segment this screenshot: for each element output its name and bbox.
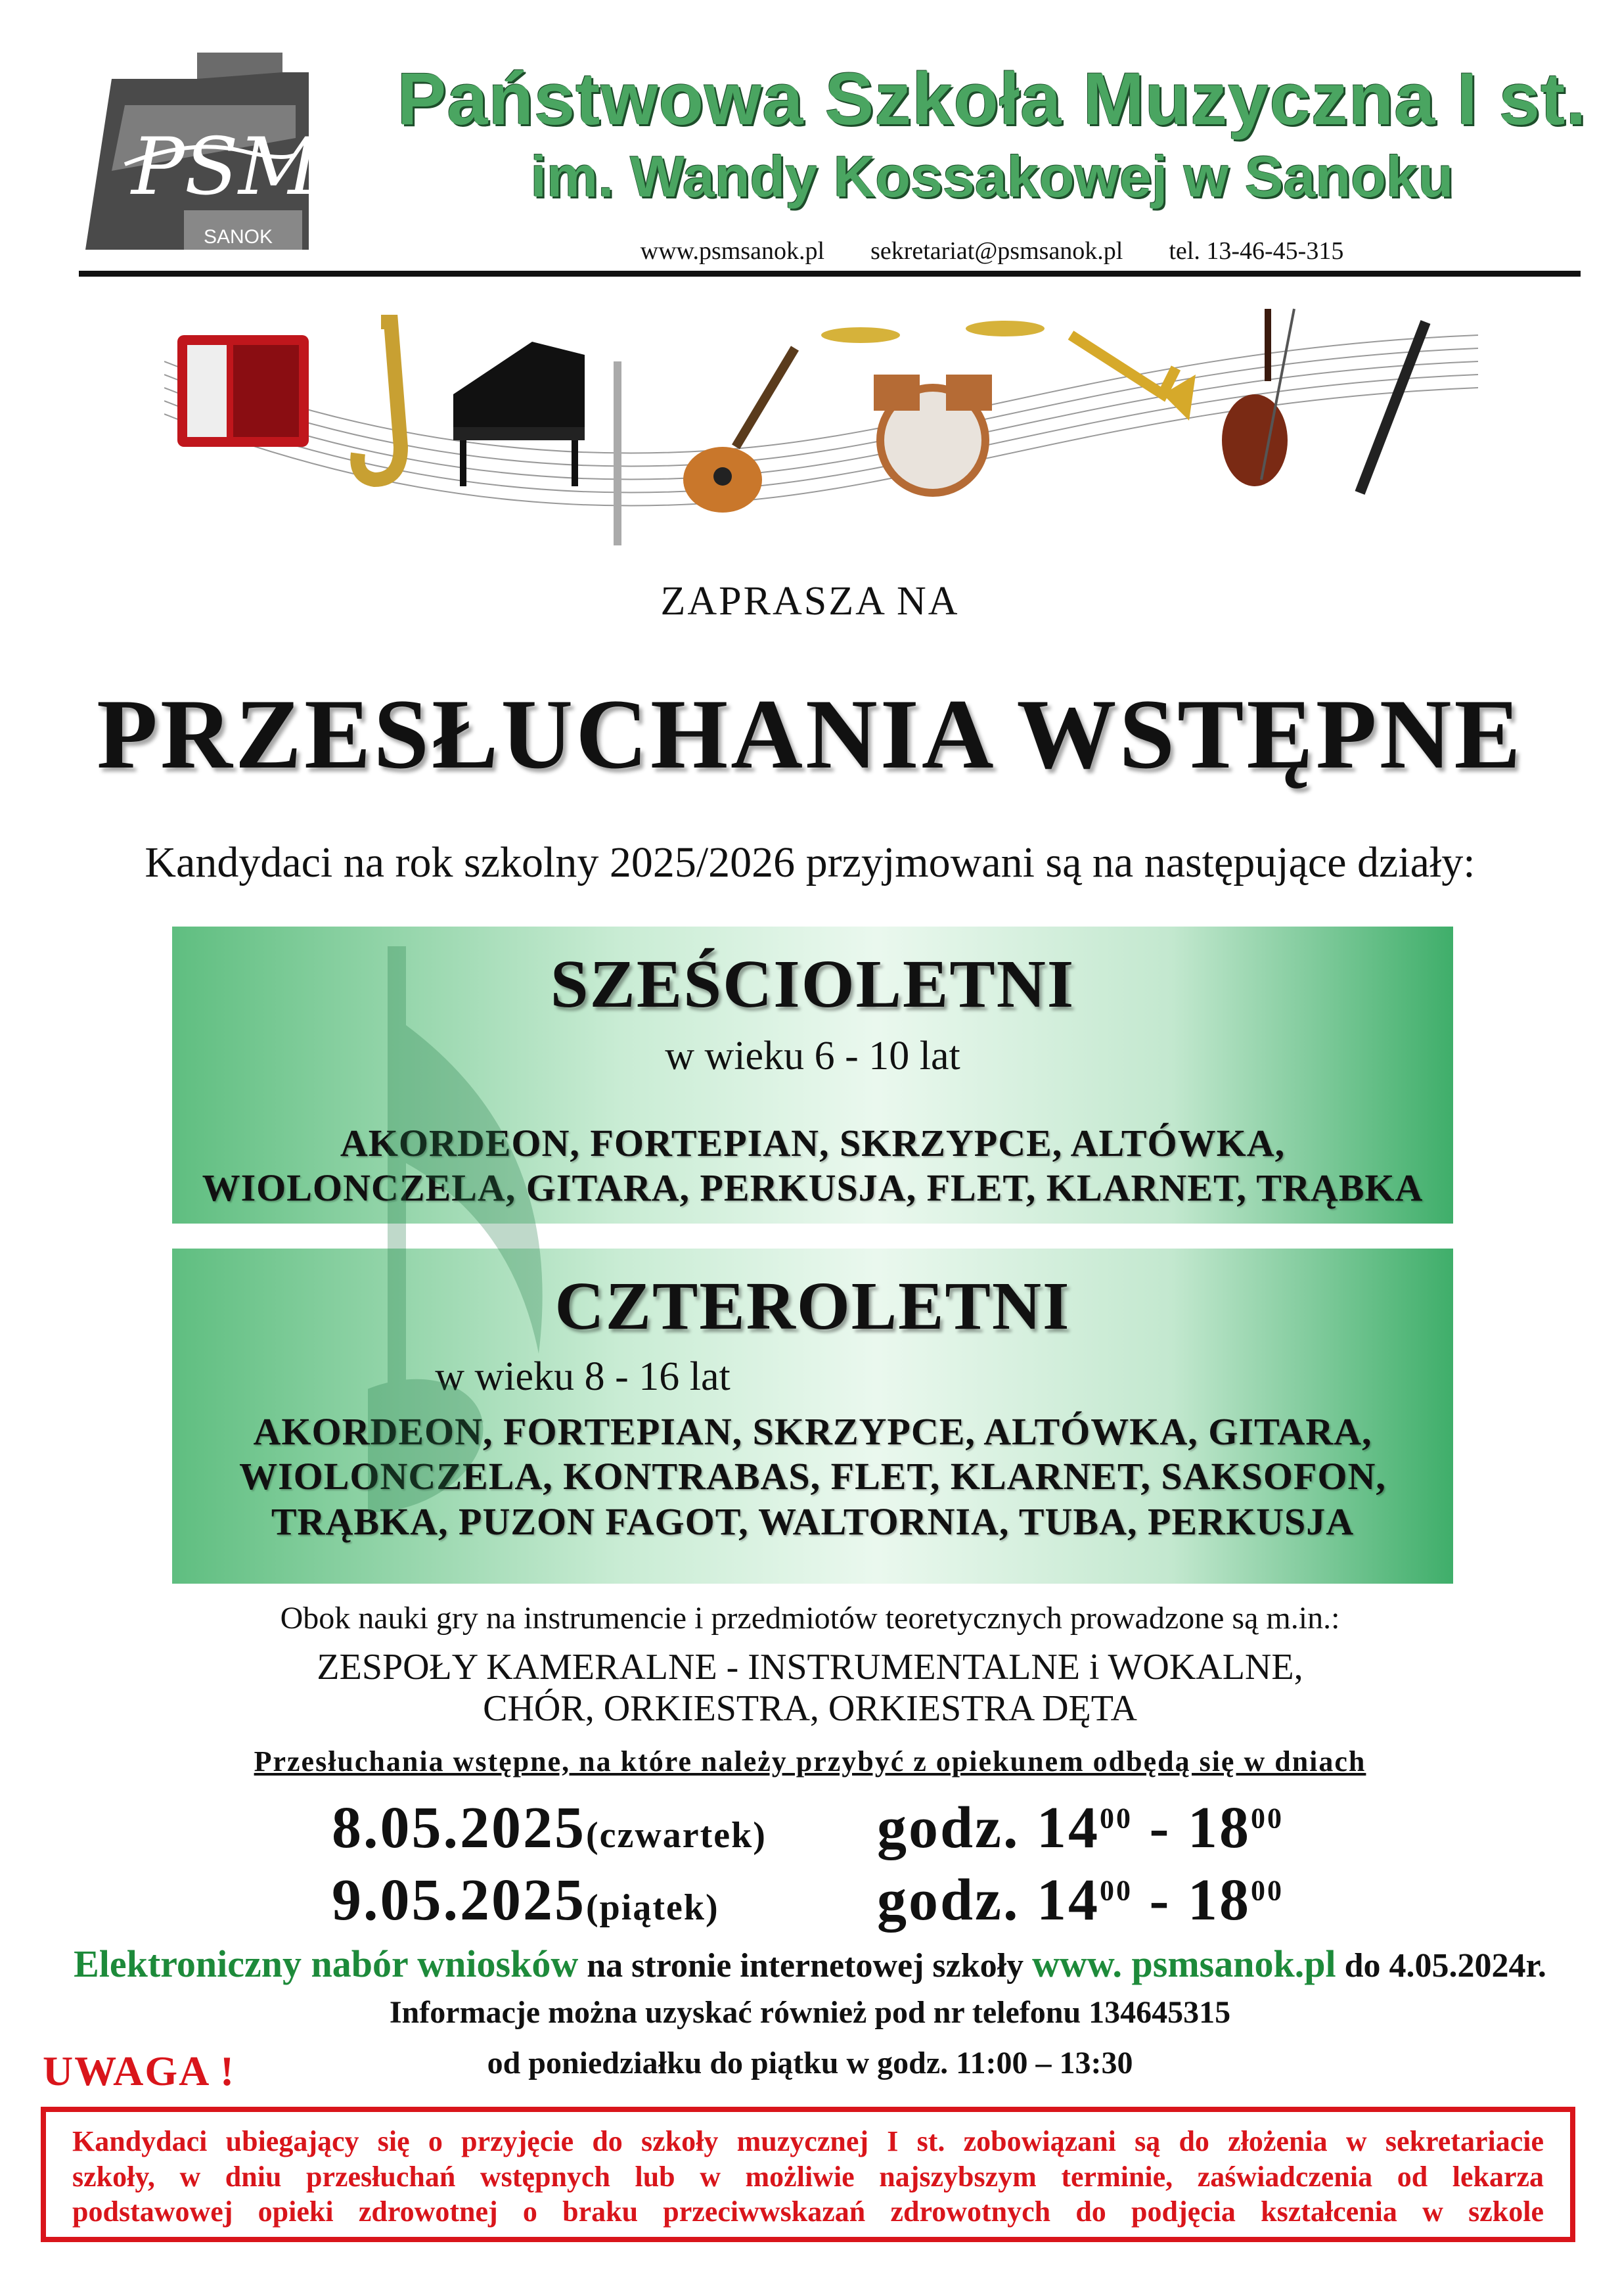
intro-text: Kandydaci na rok szkolny 2025/2026 przyjmowani są na następujące działy: <box>145 838 1475 886</box>
warning-line: szkoły, w dniu przesłuchań wstępnych lub w możliwie najszybszym terminie, zaświadczenia od lekarza <box>72 2160 1544 2193</box>
hearing-start-minutes: 00 <box>1100 1874 1133 1907</box>
department-age: w wieku 6 - 10 lat <box>665 1034 960 1078</box>
department-instruments-line: TRĄBKA, PUZON FAGOT, WALTORNIA, TUBA, PERKUSJA <box>271 1500 1355 1543</box>
instruments-banner <box>164 296 1478 572</box>
hearing-hours-start: godz. 14 <box>877 1795 1100 1860</box>
department-name: SZEŚCIOLETNI <box>550 946 1075 1022</box>
hearing-day: (piątek) <box>586 1887 719 1928</box>
music-note-icon <box>368 946 644 1525</box>
hearing-hours-start: godz. 14 <box>877 1868 1100 1933</box>
hearing-date-row <box>332 1866 1284 1934</box>
guitar-icon <box>683 348 795 513</box>
hearing-end-minutes: 00 <box>1250 1802 1284 1835</box>
hearing-date: 8.05.2025 <box>332 1795 586 1860</box>
hearing-date-row <box>332 1794 1284 1862</box>
warning-line: podstawowej opieki zdrowotnej o braku przeciwwskazań zdrowotnych do podjęcia kształcenia w szkole <box>72 2195 1544 2228</box>
school-name-line1: Państwowa Szkoła Muzyczna I st. <box>397 58 1587 140</box>
hearing-end-minutes: 00 <box>1250 1874 1284 1907</box>
department-instruments-line: AKORDEON, FORTEPIAN, SKRZYPCE, ALTÓWKA, <box>340 1122 1286 1164</box>
logo-sub: SANOK <box>204 226 273 248</box>
hearing-hours-end: - 18 <box>1133 1868 1251 1933</box>
department-name: CZTEROLETNI <box>554 1268 1071 1344</box>
warning-line: Kandydaci ubiegający się o przyjęcie do szkoły muzycznej I st. zobowiązani są do złożenia w sekretariacie <box>72 2125 1544 2157</box>
department-panel-six-year <box>172 927 1453 1224</box>
hearing-day: (czwartek) <box>586 1815 767 1856</box>
email-link[interactable]: sekretariat@psmsanok.pl <box>870 237 1123 265</box>
invite-text: ZAPRASZA NA <box>660 579 960 624</box>
online-deadline: do 4.05.2024r. <box>1336 1947 1546 1985</box>
department-panel-four-year <box>172 1249 1453 1584</box>
drum-kit-icon <box>821 321 1045 493</box>
contact-line <box>394 237 1590 265</box>
school-website-link[interactable]: www. psmsanok.pl <box>1032 1942 1336 1985</box>
department-age: w wieku 8 - 16 lat <box>435 1354 731 1399</box>
saxophone-icon <box>357 322 401 480</box>
online-label: Elektroniczny nabór wniosków <box>74 1942 579 1985</box>
extras-line1: ZESPOŁY KAMERALNE - INSTRUMENTALNE i WOKALNE, <box>317 1647 1303 1688</box>
header-divider <box>79 271 1581 277</box>
trumpet-icon <box>1071 335 1196 421</box>
hearings-note: Przesłuchania wstępne, na które należy przybyć z opiekunem odbędą się w dniach <box>254 1745 1366 1778</box>
clarinet-icon <box>1360 322 1426 493</box>
online-application <box>0 1942 1620 1986</box>
extras-line2: CHÓR, ORKIESTRA, ORKIESTRA DĘTA <box>483 1688 1137 1729</box>
hearing-start-minutes: 00 <box>1100 1802 1133 1835</box>
warning-box <box>41 2107 1575 2242</box>
school-logo <box>85 53 401 263</box>
department-instruments-line: WIOLONCZELA, GITARA, PERKUSJA, FLET, KLARNET, TRĄBKA <box>202 1166 1424 1210</box>
extras-intro: Obok nauki gry na instrumencie i przedmiotów teoretycznych prowadzone są m.in.: <box>280 1601 1340 1636</box>
logo-text: PSM <box>131 122 319 213</box>
warning-label: UWAGA ! <box>43 2048 236 2094</box>
info-hours: od poniedziałku do piątku w godz. 11:00 – 13:30 <box>487 2046 1133 2080</box>
phone-number: tel. 13-46-45-315 <box>1169 237 1344 265</box>
school-name-line2: im. Wandy Kossakowej w Sanoku <box>530 144 1454 209</box>
online-mid: na stronie internetowej szkoły <box>578 1947 1033 1985</box>
hearing-hours-end: - 18 <box>1133 1795 1251 1860</box>
info-phone: Informacje można uzyskać również pod nr telefonu 134645315 <box>389 1995 1231 2030</box>
department-instruments-line: WIOLONCZELA, KONTRABAS, FLET, KLARNET, SAKSOFON, <box>239 1455 1386 1498</box>
website-link[interactable]: www.psmsanok.pl <box>640 237 825 265</box>
accordion-icon <box>177 335 309 447</box>
hearing-date: 9.05.2025 <box>332 1868 586 1933</box>
main-title: PRZESŁUCHANIA WSTĘPNE <box>97 679 1523 789</box>
department-instruments-line: AKORDEON, FORTEPIAN, SKRZYPCE, ALTÓWKA, GITARA, <box>253 1410 1372 1453</box>
